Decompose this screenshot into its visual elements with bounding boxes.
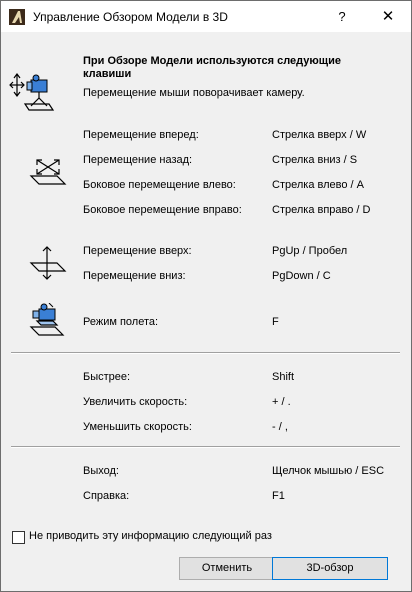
key-strafe-left: Стрелка влево / A bbox=[272, 179, 364, 191]
key-move-forward: Стрелка вверх / W bbox=[272, 129, 367, 141]
action-flight-mode: Режим полета: bbox=[83, 316, 159, 328]
key-help: F1 bbox=[272, 490, 285, 502]
start-3d-view-button[interactable]: 3D-обзор bbox=[272, 557, 388, 580]
action-decrease-speed: Уменьшить скорость: bbox=[83, 421, 192, 433]
key-move-down: PgDown / C bbox=[272, 270, 331, 282]
separator bbox=[11, 446, 400, 448]
move-plane-icon bbox=[29, 154, 67, 186]
dont-show-again-label[interactable]: Не приводить эту информацию следующий раз bbox=[29, 530, 272, 542]
action-move-down: Перемещение вниз: bbox=[83, 270, 186, 282]
title-bar[interactable] bbox=[1, 1, 411, 32]
key-exit: Щелчок мышью / ESC bbox=[272, 465, 385, 477]
key-faster: Shift bbox=[272, 371, 295, 383]
intro-heading-line2: клавиши bbox=[83, 68, 132, 80]
action-move-back: Перемещение назад: bbox=[83, 154, 193, 166]
dont-show-again-checkbox[interactable] bbox=[12, 531, 25, 544]
close-button[interactable]: ✕ bbox=[381, 8, 395, 25]
action-strafe-left: Боковое перемещение влево: bbox=[83, 179, 236, 191]
key-decrease-speed: - / , bbox=[272, 421, 288, 433]
mouse-hint: Перемещение мыши поворачивает камеру. bbox=[83, 87, 305, 99]
camera-orbit-icon bbox=[9, 70, 55, 112]
key-move-back: Стрелка вниз / S bbox=[272, 154, 358, 166]
cancel-button[interactable]: Отменить bbox=[179, 557, 275, 580]
action-strafe-right: Боковое перемещение вправо: bbox=[83, 204, 242, 216]
action-help: Справка: bbox=[83, 490, 130, 502]
window-title: Управление Обзором Модели в 3D bbox=[33, 10, 228, 24]
key-flight-mode: F bbox=[272, 316, 279, 328]
help-button[interactable]: ? bbox=[338, 9, 346, 24]
intro-heading-line1: При Обзоре Модели используются следующие bbox=[83, 55, 341, 67]
action-move-up: Перемещение вверх: bbox=[83, 245, 192, 257]
separator bbox=[11, 352, 400, 354]
action-move-forward: Перемещение вперед: bbox=[83, 129, 199, 141]
dialog-content bbox=[1, 32, 411, 591]
key-increase-speed: + / . bbox=[272, 396, 291, 408]
key-strafe-right: Стрелка вправо / D bbox=[272, 204, 371, 216]
action-increase-speed: Увеличить скорость: bbox=[83, 396, 188, 408]
key-move-up: PgUp / Пробел bbox=[272, 245, 348, 257]
up-down-icon bbox=[29, 245, 67, 281]
action-faster: Быстрее: bbox=[83, 371, 131, 383]
action-exit: Выход: bbox=[83, 465, 119, 477]
flight-mode-icon bbox=[27, 303, 67, 339]
archicad-icon bbox=[9, 9, 25, 25]
